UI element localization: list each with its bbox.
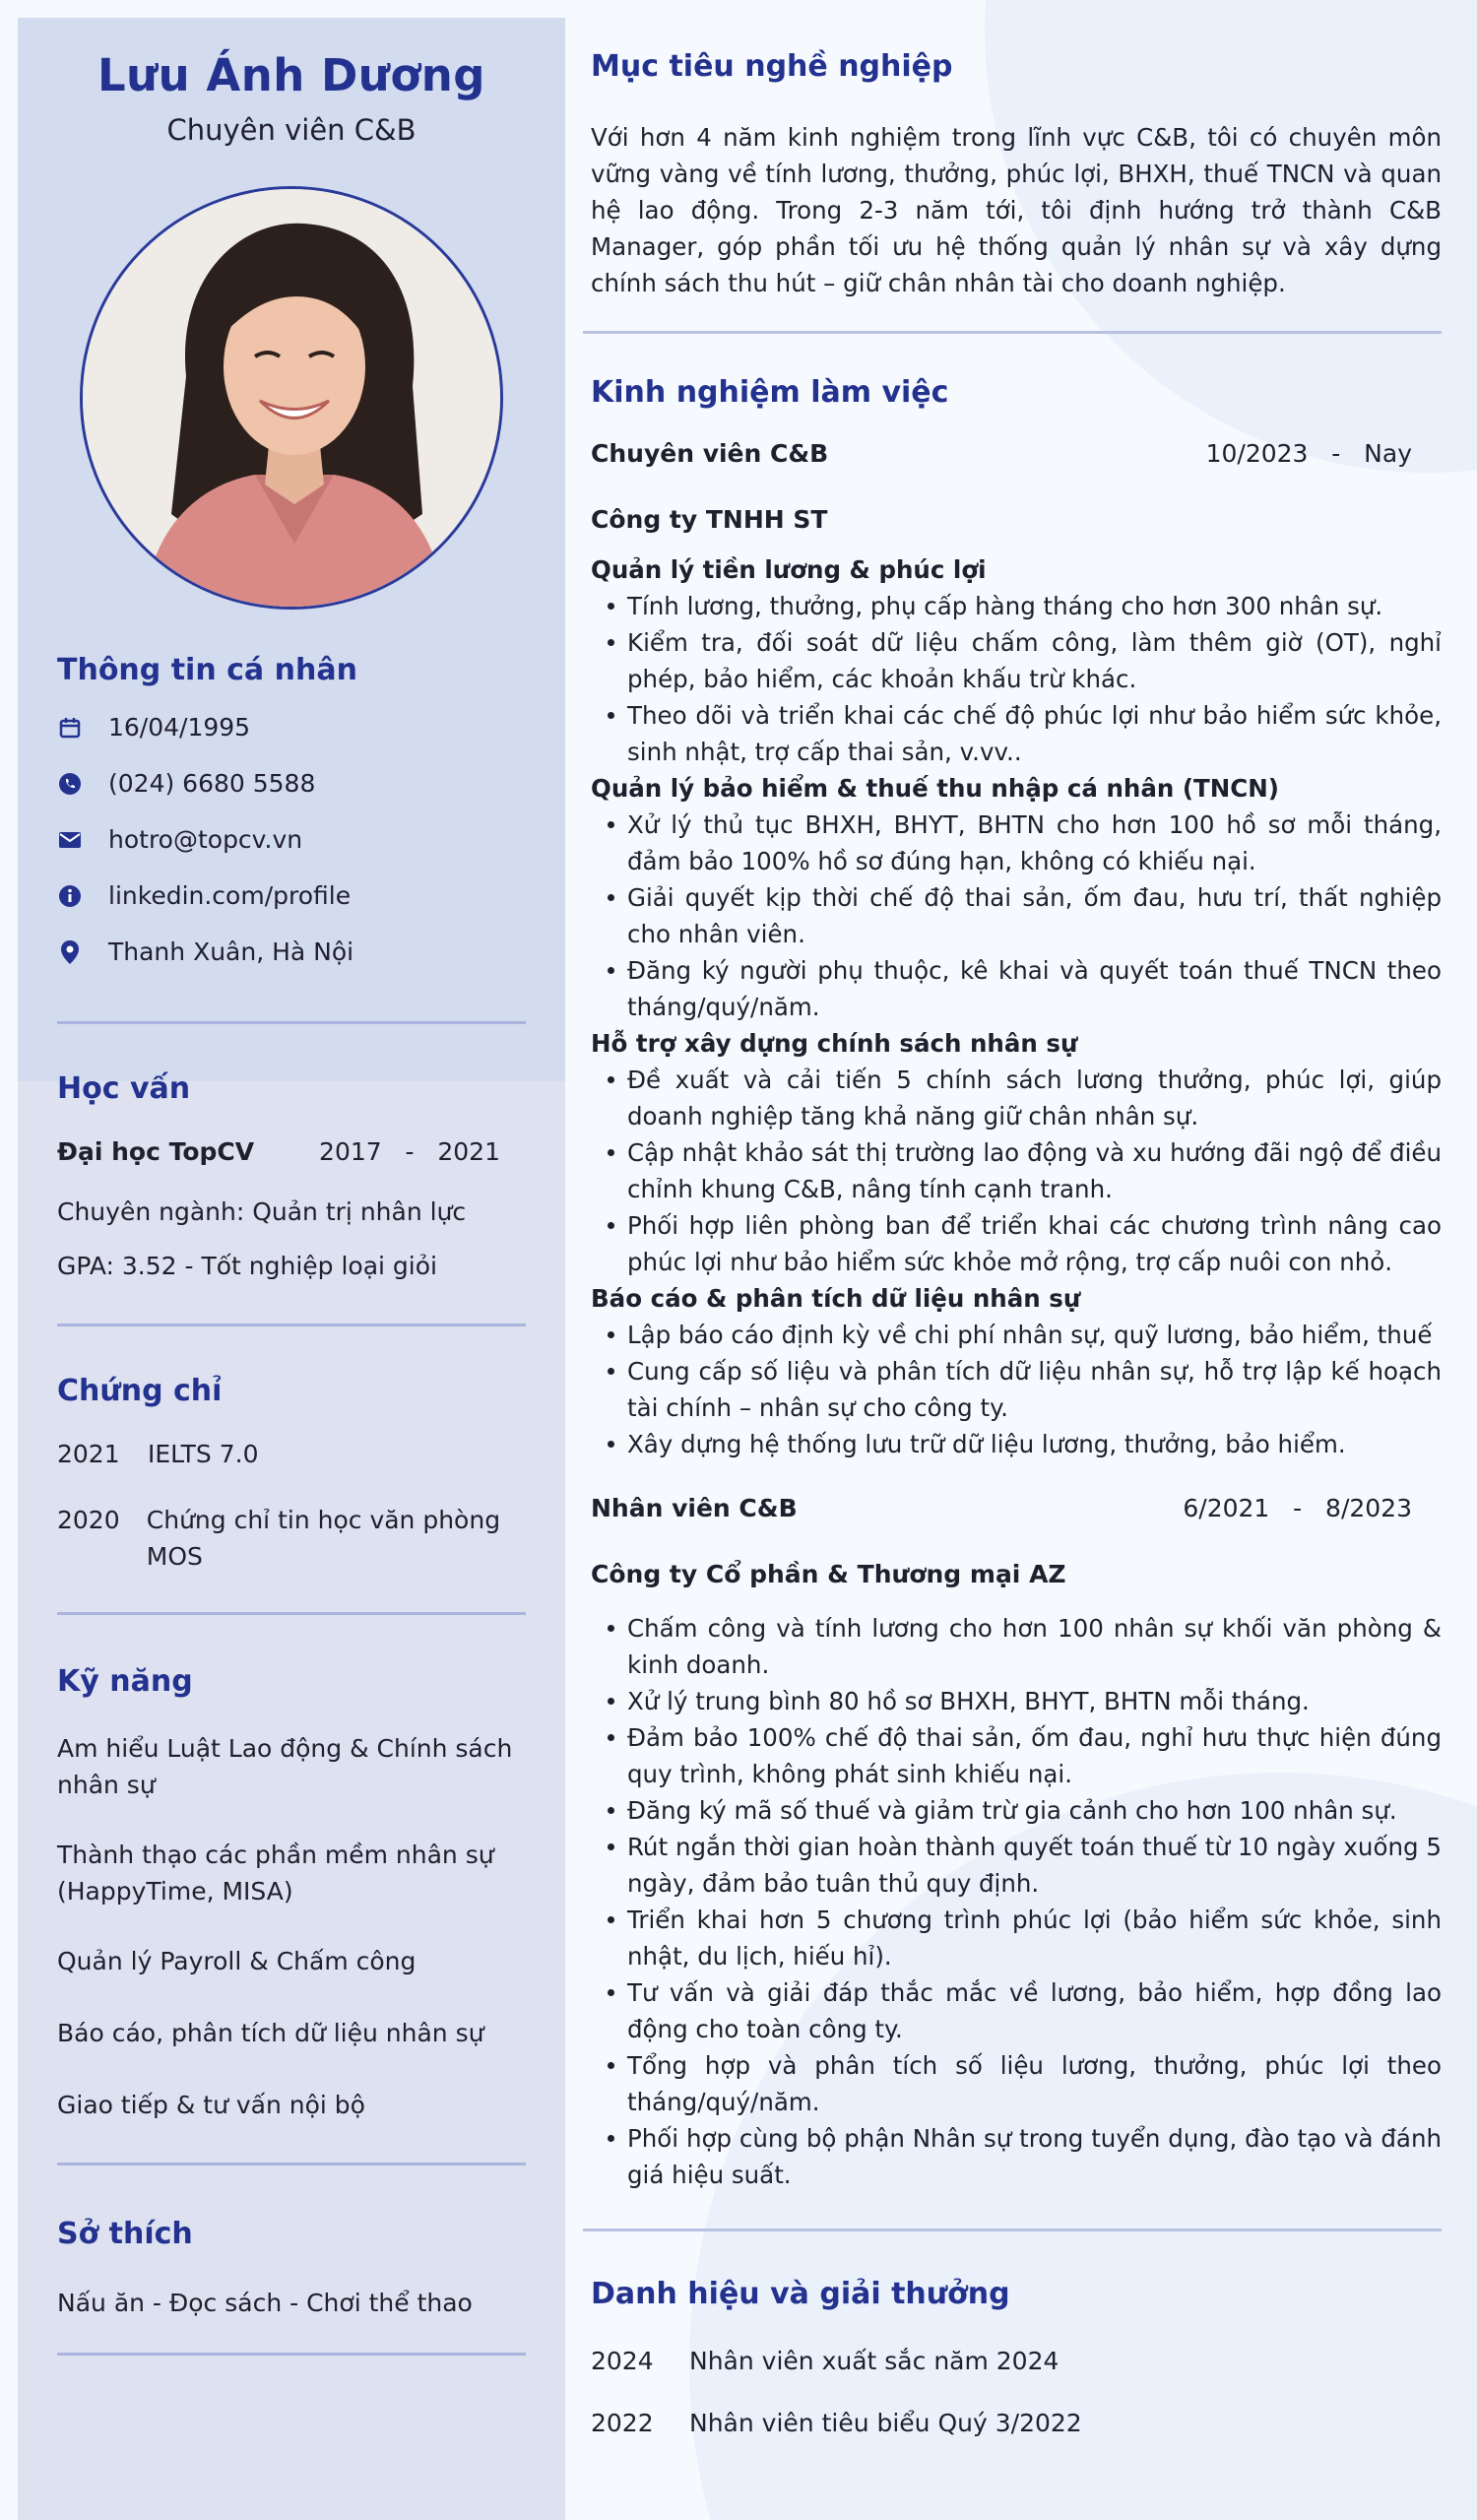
- duty-group-title: Quản lý bảo hiểm & thuế thu nhập cá nhân (TNCN): [591, 774, 1279, 803]
- award-year: 2024: [591, 2347, 654, 2375]
- email-icon: [57, 827, 83, 853]
- job-end: Nay: [1364, 439, 1412, 468]
- award-item: [583, 2347, 1442, 2375]
- list-item: Triển khai hơn 5 chương trình phúc lợi (bảo hiểm sức khỏe, sinh nhật, du lịch, hiếu hỉ).: [591, 1902, 1442, 1974]
- certificates-heading: Chứng chỉ: [57, 1374, 223, 1408]
- list-item: Tư vấn và giải đáp thắc mắc về lương, bảo hiểm, hợp đồng lao động cho toàn công ty.: [591, 1974, 1442, 2047]
- list-item: Đăng ký người phụ thuộc, kê khai và quyết toán thuế TNCN theo tháng/quý/năm.: [591, 952, 1442, 1025]
- skill-item: Quản lý Payroll & Chấm công: [57, 1947, 417, 1975]
- contact-location-text: Thanh Xuân, Hà Nội: [108, 937, 354, 966]
- list-item: Xử lý thủ tục BHXH, BHYT, BHTN cho hơn 100 hồ sơ mỗi tháng, đảm bảo 100% hồ sơ đúng hạn, không có khiếu nại.: [591, 807, 1442, 879]
- list-item: Cung cấp số liệu và phân tích dữ liệu nhân sự, hỗ trợ lập kế hoạch tài chính – nhân sự cho công ty.: [591, 1353, 1442, 1426]
- personal-info-heading: Thông tin cá nhân: [57, 653, 357, 687]
- awards-heading: Danh hiệu và giải thưởng: [591, 2277, 1010, 2311]
- sidebar-divider: [57, 2163, 526, 2165]
- contact-location: [57, 924, 526, 980]
- job-role: Chuyên viên C&B: [591, 439, 829, 468]
- contact-phone-text: (024) 6680 5588: [108, 769, 316, 798]
- list-item: Kiểm tra, đối soát dữ liệu chấm công, làm thêm giờ (OT), nghỉ phép, bảo hiểm, các khoản khấu trừ khác.: [591, 624, 1442, 697]
- job-period: 6/2021 - 8/2023: [1183, 1494, 1412, 1522]
- sidebar: [18, 18, 565, 2520]
- main-divider: [583, 331, 1442, 334]
- job-header: [583, 439, 1442, 468]
- award-item: [583, 2409, 1442, 2437]
- education-gpa: GPA: 3.52 - Tốt nghiệp loại giỏi: [57, 1252, 437, 1280]
- contact-phone: [57, 755, 526, 811]
- candidate-title: Chuyên viên C&B: [166, 113, 417, 147]
- list-item: Phối hợp liên phòng ban để triển khai các chương trình nâng cao phúc lợi như bảo hiểm sức khỏe mở rộng, trợ cấp nuôi con nhỏ.: [591, 1207, 1442, 1280]
- list-item: Tính lương, thưởng, phụ cấp hàng tháng cho hơn 300 nhân sự.: [591, 588, 1442, 624]
- contact-email: [57, 811, 526, 868]
- award-name: Nhân viên xuất sắc năm 2024: [689, 2347, 1060, 2375]
- duty-list: [583, 1317, 1442, 1462]
- award-year: 2022: [591, 2409, 654, 2437]
- education-row: [57, 1137, 526, 1166]
- certificate-year: 2020: [57, 1506, 120, 1534]
- experience-heading: Kinh nghiệm làm việc: [591, 375, 949, 410]
- skill-item: Báo cáo, phân tích dữ liệu nhân sự: [57, 2019, 484, 2047]
- duty-group-title: Hỗ trợ xây dựng chính sách nhân sự: [591, 1029, 1078, 1058]
- skills-heading: Kỹ năng: [57, 1664, 193, 1699]
- list-item: Phối hợp cùng bộ phận Nhân sự trong tuyển dụng, đào tạo và đánh giá hiệu suất.: [591, 2120, 1442, 2193]
- contact-email-text[interactable]: hotro@topcv.vn: [108, 825, 303, 854]
- list-item: Lập báo cáo định kỳ về chi phí nhân sự, quỹ lương, bảo hiểm, thuế: [591, 1317, 1442, 1353]
- list-item: Giải quyết kịp thời chế độ thai sản, ốm đau, hưu trí, thất nghiệp cho nhân viên.: [591, 879, 1442, 952]
- profile-photo: [80, 186, 503, 610]
- list-item: Rút ngắn thời gian hoàn thành quyết toán thuế từ 10 ngày xuống 5 ngày, đảm bảo tuân thủ quy định.: [591, 1829, 1442, 1902]
- main-divider: [583, 2229, 1442, 2231]
- job-start: 10/2023: [1205, 439, 1309, 468]
- duty-list: [583, 588, 1442, 770]
- contact-birthday: [57, 699, 526, 755]
- job-period: 10/2023 - Nay: [1205, 439, 1412, 468]
- certificate-name: IELTS 7.0: [148, 1440, 259, 1468]
- duty-group-title: Báo cáo & phân tích dữ liệu nhân sự: [591, 1284, 1081, 1313]
- education-end: 2021: [437, 1137, 500, 1166]
- duty-list: [583, 1610, 1442, 2193]
- education-period: 2017 - 2021: [319, 1137, 500, 1166]
- list-item: Đăng ký mã số thuế và giảm trừ gia cảnh cho hơn 100 nhân sự.: [591, 1792, 1442, 1829]
- education-major: Chuyên ngành: Quản trị nhân lực: [57, 1197, 467, 1226]
- school-name: Đại học TopCV: [57, 1137, 255, 1166]
- job-company-name: Công ty Cổ phần & Thương mại AZ: [591, 1560, 1066, 1588]
- certificate-year: 2021: [57, 1440, 120, 1468]
- list-item: Tổng hợp và phân tích số liệu lương, thưởng, phúc lợi theo tháng/quý/năm.: [591, 2047, 1442, 2120]
- portrait-illustration: [83, 189, 503, 610]
- job-company-name: Công ty TNHH ST: [591, 505, 828, 534]
- education-start: 2017: [319, 1137, 382, 1166]
- job-header: [583, 1494, 1442, 1522]
- job-role: Nhân viên C&B: [591, 1494, 798, 1522]
- contact-list: [57, 699, 526, 980]
- certificate-item: [57, 1436, 526, 1472]
- hobbies-text: Nấu ăn - Đọc sách - Chơi thể thao: [57, 2289, 473, 2317]
- main-content: [583, 18, 1442, 2437]
- calendar-icon: [57, 715, 83, 741]
- job-company: [583, 1560, 1442, 1588]
- job-end: 8/2023: [1325, 1494, 1412, 1522]
- list-item: Theo dõi và triển khai các chế độ phúc lợi như bảo hiểm sức khỏe, sinh nhật, trợ cấp thai sản, v.vv..: [591, 697, 1442, 770]
- location-icon: [57, 939, 83, 965]
- hobbies-heading: Sở thích: [57, 2217, 193, 2251]
- skill-item: Am hiểu Luật Lao động & Chính sách nhân sự: [57, 1734, 513, 1799]
- duty-list: [583, 1062, 1442, 1280]
- list-item: Chấm công và tính lương cho hơn 100 nhân sự khối văn phòng & kinh doanh.: [591, 1610, 1442, 1683]
- duty-list: [583, 807, 1442, 1025]
- sidebar-divider: [57, 2353, 526, 2356]
- job-start: 6/2021: [1183, 1494, 1270, 1522]
- contact-linkedin: [57, 868, 526, 924]
- list-item: Xây dựng hệ thống lưu trữ dữ liệu lương, thưởng, bảo hiểm.: [591, 1426, 1442, 1462]
- info-icon: [57, 883, 83, 909]
- sidebar-divider: [57, 1612, 526, 1615]
- contact-linkedin-text[interactable]: linkedin.com/profile: [108, 881, 352, 910]
- phone-icon: [57, 771, 83, 797]
- objective-text: Với hơn 4 năm kinh nghiệm trong lĩnh vực C&B, tôi có chuyên môn vững vàng về tính lương, thưởng, phúc lợi, BHXH, thuế TNCN và quan hệ lao động. Trong 2-3 năm tới, tôi định hướng trở thành C&B Manager, góp phần tối ưu hệ thống quản lý nhân sự và xây dựng chính sách thu hút – giữ chân nhân tài cho doanh nghiệp.: [591, 123, 1442, 297]
- job-company: [583, 505, 1442, 534]
- skill-item: Giao tiếp & tư vấn nội bộ: [57, 2091, 365, 2119]
- sidebar-divider: [57, 1324, 526, 1326]
- list-item: Xử lý trung bình 80 hồ sơ BHXH, BHYT, BHTN mỗi tháng.: [591, 1683, 1442, 1719]
- list-item: Đề xuất và cải tiến 5 chính sách lương thưởng, phúc lợi, giúp doanh nghiệp tăng khả năng giữ chân nhân sự.: [591, 1062, 1442, 1134]
- list-item: Đảm bảo 100% chế độ thai sản, ốm đau, nghỉ hưu thực hiện đúng quy trình, không phát sinh khiếu nại.: [591, 1719, 1442, 1792]
- certificate-name: Chứng chỉ tin học văn phòng MOS: [146, 1506, 501, 1571]
- skill-item: Thành thạo các phần mềm nhân sự (HappyTime, MISA): [57, 1841, 494, 1906]
- candidate-name: Lưu Ánh Dương: [96, 49, 486, 101]
- education-heading: Học vấn: [57, 1071, 191, 1106]
- award-name: Nhân viên tiêu biểu Quý 3/2022: [689, 2409, 1082, 2437]
- list-item: Cập nhật khảo sát thị trường lao động và xu hướng đãi ngộ để điều chỉnh khung C&B, nâng tính cạnh tranh.: [591, 1134, 1442, 1207]
- duty-group-title: Quản lý tiền lương & phúc lợi: [591, 555, 987, 584]
- objective-heading: Mục tiêu nghề nghiệp: [591, 49, 953, 84]
- certificate-item: [57, 1502, 526, 1575]
- sidebar-divider: [57, 1021, 526, 1024]
- contact-birthday-text: 16/04/1995: [108, 713, 251, 742]
